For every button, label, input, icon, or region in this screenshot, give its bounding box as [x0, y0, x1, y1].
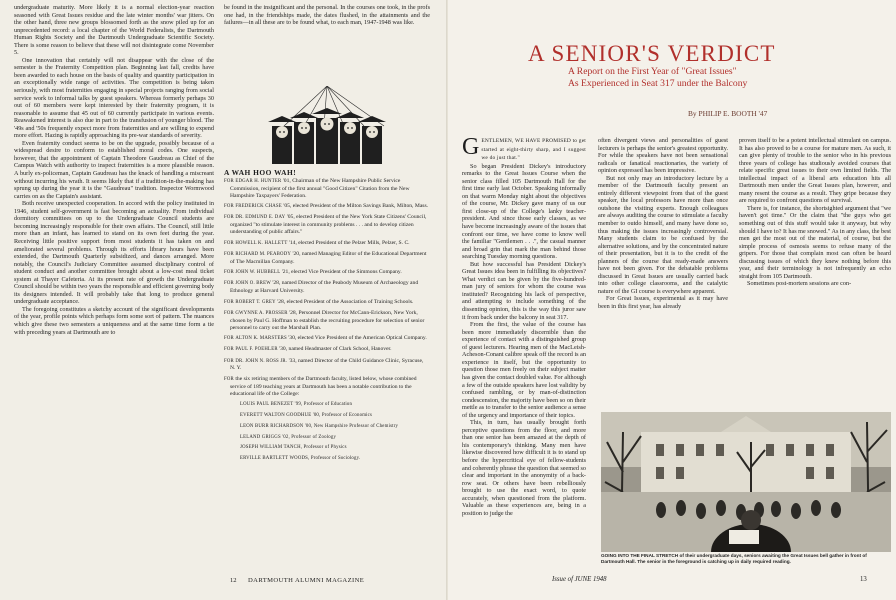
- paragraph: The foregoing constitutes a sketchy account of the significant developments of the year, profile points which perhaps form some sort of pattern. The nuances which give these two semesters a uniqueness and at the same time form a tie with preceding years at Dartmouth are to: [14, 305, 214, 336]
- paragraph: One innovation that certainly will not disappear with the close of the semester is the Fraternity Competition plan. Beginning last fall, credits have been awarded to each house on the basis of quality and quantity participation in an exceptionally wide range of activities. The competition is being taken seriously, with most fraternities engaging in special projects ranging from social service work to informal talks by guest speakers. Whereas formerly perhaps 30 out of 60 members were kept interested by their fraternity program, it is reasonable to assume that 45 out of 60 currently participate in various events. Reawakened interest is also due in part to the transfusion of younger blood. The '49s and '50s frequently expect more from fraternities and are willing to expend more effort. Hazing is rapidly approaching its pre-war standards of severity.: [14, 56, 214, 140]
- retiree-item: LOUIS PAUL BENEZET '99, Professor of Education: [240, 401, 353, 407]
- graduates-drawing: [224, 86, 430, 164]
- retiree-item: LEON BURR RICHARDSON '00, New Hampshire Professor of Chemistry: [240, 423, 399, 429]
- article-subtitle: [568, 66, 892, 91]
- issue-date: Issue of JUNE 1948: [552, 576, 607, 583]
- list-item: FOR GWYNNE A. PROSSER '28, Personnel Director for McCann-Erickson, New York, chosen by Paul G. Hoffman to establish the recruiting procedure for selection of senior personnel to carry out the Marshall Plan.: [224, 309, 425, 331]
- article-title: A SENIOR'S VERDICT: [528, 41, 776, 66]
- list-item: FOR ALTON K. MARSTERS '30, elected Vice President of the American Optical Company.: [224, 334, 427, 341]
- subtitle-line: A Report on the First Year of "Great Issues": [568, 66, 737, 77]
- paragraph: For Great Issues, experimental as it may have been in this first year, has already: [598, 295, 728, 311]
- dartmouth-hall-photo: [601, 412, 891, 552]
- magazine-name: DARTMOUTH ALUMNI MAGAZINE: [248, 577, 365, 584]
- list-item: FOR DR. EDMUND E. DAY '05, elected President of the New York State Citizens' Council, organized "to stimulate interest in community problems . . . and to develop citizen understanding of public affairs.": [224, 214, 427, 236]
- list-item: FOR RICHARD M. PEABODY '20, named Managing Editor of the Educational Department of The Macmillan Company.: [224, 250, 427, 265]
- paragraph: undergraduate maturity. More likely it is a normal election-year reaction seasoned with Great Issues residue and the late winter months' war jitters. On the other hand, three new groups blossomed forth as the snow piled up for an unprecedented record: a local chapter of the World Federalists, the Dartmouth Human Rights Society and the Dartmouth Undergraduate Scientific Society. There is some reason to believe that these will not disintegrate come November 5.: [14, 4, 214, 57]
- seniors-photo: [601, 412, 891, 552]
- retiree-item: EVERETT WALTON GOODHUE '00, Professor of Economics: [240, 412, 373, 418]
- paragraph: This, in turn, has usually brought forth perceptive questions from the floor, and more than one senior has been amazed at the depth of his contemporary's thinking. Many men have likewise discovered how difficult it is to stand up before the hypercritical eye of fellow-students and coherently phrase the question that seemed so clear and important in the anonymity of a back-row seat. Or others have been rebelliously brought to use the exact word, to quote accurately, when questioned from the platform. Valuable as these experiences are, being in a position to judge the: [462, 419, 586, 517]
- left-column-1: [14, 4, 214, 336]
- right-column-3: [739, 137, 891, 288]
- list-item: FOR FREDERICK CHASE '05, elected President of the Milton Savings Bank, Milton, Mass.: [224, 203, 429, 210]
- retiree-item: LELAND GRIGGS '02, Professor of Zoology: [240, 434, 337, 440]
- paragraph: Both receive unexpected cooperation. In accord with the policy instituted in 1946, student self-government is fast becoming an actuality. From individual dormitory committees on up to the Undergraduate Council students are becoming increasingly responsible for their own affairs. The Council, still little more than an infant, has learned to stand on its own feet during the year. Receiving little positive support from most students it has taken on and ameliorated several problems. Through its efforts library hours have been extended, the Dartmouth Quarterly subsidized, and dances arranged. More notably, the Council's Judiciary Committee assumed disciplinary control of student conduct and another committee brought about a low-cost meal ticket system at Thayer Cafeteria. At its present rate of growth the Undergraduate Council should be within two years the responsible and efficient governing body its designers intended. It will probably take that long to produce general undergraduate acceptance.: [14, 200, 214, 306]
- list-item: FOR EDGAR H. HUNTER '01, Chairman of the New Hampshire Public Service Commission, recipient of the first annual "Good Citizen" Citation from the New Hampshire Taxpayers' Federation.: [224, 178, 410, 199]
- byline: By PHILIP E. BOOTH '47: [688, 109, 768, 118]
- retiree-item: JOSEPH WILLIAM TANCH, Professor of Physics: [240, 445, 347, 451]
- paragraph: be found in the insignificant and the personal. In the courses one took, in the profs one had, in the friendships made, the dates flushed, in the attainments and the failures—in all these are to be found what, to each man, 1947-1948 was like.: [224, 4, 430, 27]
- retiree-item: ERVILLE BARTLETT WOODS, Professor of Sociology.: [240, 456, 361, 462]
- paragraph: From the first, the value of the course has been more immediately discernible than the experience of contact with a distinguished group of guest lecturers. Hearing men of the MacLeish-Acheson-Conant calibre speak off the record is an experience in itself, but the opportunity to question those men freely on their subject matter has given the contact doubled value. For although a few of the outside speakers have lost validity by confused rambling, or by man-of-distinction condescension, the majority have been so on their mettle as to transfer to the senior audience a sense of the urgency and importance of their topics.: [462, 321, 586, 419]
- list-item: FOR PAUL F. POEHLER '30, named Headmaster of Clark School, Hanover.: [224, 346, 392, 353]
- page-number: 12: [230, 577, 237, 584]
- right-column-2: [598, 137, 728, 311]
- wah-hoo-wah-list: [224, 178, 430, 466]
- wah-hoo-wah-heading: A WAH HOO WAH!: [224, 168, 297, 177]
- paragraph: Sometimes post-mortem sessions are con-: [747, 280, 852, 288]
- paragraph: proven itself to be a potent intellectual stimulant on campus. It has also proved to be a course for mature men. As such, it can give plenty of trouble to the senior who in his previous three years of college has studiously avoided courses that relate specific great issues to their own limited fields. The intellectual impact of a liberal arts education hits all Dartmouth men under the Great Issues plan, however, and many resent the course as a result. They gripe because they are required to confront questions of survival.: [739, 137, 891, 205]
- right-column-1: [462, 134, 586, 517]
- list-item: FOR HOWELL K. HALLETT '14, elected President of the Pelzer Mills, Pelzer, S. C.: [224, 239, 410, 246]
- graduates-illustration: [224, 86, 430, 164]
- list-item: FOR the six retiring members of the Dartmouth faculty, listed below, whose combined service of 189 teaching years at Dartmouth has been a notable contribution to the educational life of the College:: [224, 375, 417, 397]
- drop-cap: G: [462, 134, 480, 160]
- list-item: FOR ROBERT T. GREY '28, elected President of the Association of Training Schools.: [224, 298, 414, 305]
- paragraph: There is, for instance, the shortsighted argument that "we haven't got time." Or the claim that "the guys who get something out of this stuff would take it anyway, but why should I have to? It has me snowed." As in any class, the best men get the most out of the material, of course, but the simple process of osmosis seems to refuse many of the gripers. For those that complain most can often be heard discussing issues of which they knew nothing before this year, and their terminology is not infrequently an echo straight from 105 Dartmouth.: [739, 204, 891, 280]
- subtitle-line: As Experienced in Seat 317 under the Balcony: [568, 78, 748, 90]
- page-number: 13: [860, 576, 867, 583]
- paragraph: Even fraternity conduct seems to be on the upgrade, possibly because of a widespread desire to conform to established moral codes. One suspects, however, that the appointment of Captain Theodore Gaudreau as Chief of the Campus Watch with authority to inspect fraternities is a more plausible reason. A burly ex-policeman, Captain Gaudreau has the knack of handling a miscreant without incurring his wrath. It seems likely that if a tradition-in-the-making has sprung up during the year it is the "Gaudreau" tradition. Inspector Wormwood carries on as the Captain's assistant.: [14, 139, 214, 200]
- paragraph: But how successful has President Dickey's Great Issues idea been in fulfilling its objectives? What verdict can be given by the five-hundred-man jury of seniors for whom the course was instituted? Recognizing his lack of perspective, and attempting to include something of the dissenting opinion, this is the way this juror saw it from back under the balcony in seat 317.: [462, 260, 586, 321]
- list-item: FOR JOHN O. BREW '28, named Director of the Peabody Museum of Archaeology and Ethnology at Harvard University.: [224, 280, 419, 295]
- photo-caption: GOING INTO THE FINAL STRETCH of their undergraduate days, seniors awaiting the Great Issues bell gather in front of Dartmouth Hall. The senior in the foreground is catching up in daily required reading.: [601, 553, 867, 564]
- left-column-2: [224, 4, 430, 27]
- paragraph: But not only may an introductory lecture by a member of the Dartmouth faculty present an entirely different viewpoint from that of the guest speaker, the local professors have more than once outshone the visiting experts. Enough colleagues are always auditing the course to stimulate a faculty member to outdo himself, and many have done so, thus making the issues increasingly controversial. Many students claim to be confused by the alternative solutions, and by the concentrated nature of their presentation, but it is to the credit of the planners of the course that ready-made answers have not been given. For the debatable problems discussed in Great Issues are usually carried back into other college classrooms, and the catalytic nature of the GI course is everywhere apparent.: [598, 174, 728, 295]
- opening-paragraph: GENTLEMEN, WE HAVE PROMISED to get started at eight-thirty sharp, and I suggest we do just that.": [462, 134, 586, 162]
- list-item: FOR JOHN W. HUBBELL '21, elected Vice President of the Simmons Company.: [224, 269, 402, 276]
- list-item: FOR DR. JOHN N. ROSS JR. '33, named Director of the Child Guidance Clinic, Syracuse, N. Y.: [224, 357, 424, 372]
- paragraph: often divergent views and personalities of guest lecturers is perhaps the senior's greatest opportunity. For while the speakers have not been sensational radicals or fanatical reactionaries, the variety of opinion expressed has been impressive.: [598, 137, 728, 175]
- paragraph: So began President Dickey's introductory remarks to the Great Issues Course when the senior class filled 105 Dartmouth Hall for the first time early last October. Speaking informally on that warm Monday night about the objectives of the course, Mr. Dickey gave many of us our first close-up of the College's lanky teacher-president. And since those early classes, as we have become increasingly aware of the issues that confront our time, we have come to know well the familiar "Gentlemen . . .", the casual manner and broad grin that mark the man behind those searching Tuesday morning questions.: [462, 162, 586, 261]
